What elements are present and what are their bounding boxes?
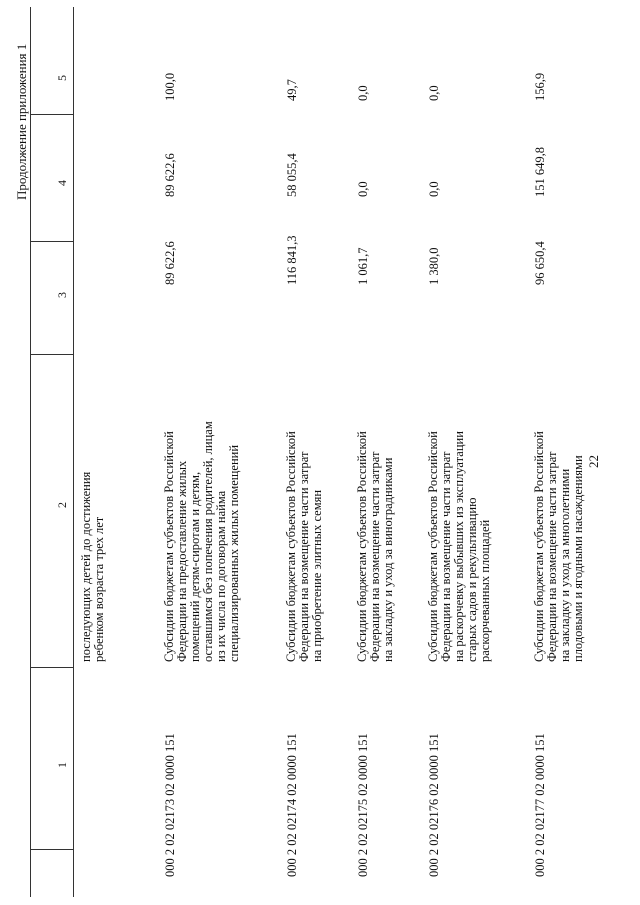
column-header-5: 5 bbox=[55, 75, 69, 81]
row-4-line-4: старых садов и рекультивацию bbox=[465, 497, 479, 662]
row-3-line-3: на закладку и уход за виноградниками bbox=[381, 457, 395, 662]
row-1-description bbox=[163, 349, 241, 662]
row-1-line-3: помещений детям-сиротам и детям, bbox=[188, 471, 202, 662]
column-header-4: 4 bbox=[55, 180, 69, 186]
row-4-line-5: раскорчеванных площадей bbox=[478, 519, 492, 662]
col-divider-2-3 bbox=[30, 354, 74, 355]
row-3-col3: 1 061,7 bbox=[356, 247, 370, 285]
row-5-code: 000 2 02 02177 02 0000 151 bbox=[533, 733, 547, 877]
col-divider-left bbox=[30, 849, 74, 850]
row-2-col5: 49,7 bbox=[285, 79, 299, 101]
row-1-col3: 89 622,6 bbox=[163, 241, 177, 285]
row-4-col5: 0,0 bbox=[427, 85, 441, 101]
column-header-2: 2 bbox=[55, 502, 69, 508]
row-4-line-2: Федерации на возмещение части затрат bbox=[439, 451, 453, 662]
row-3-line-1: Субсидии бюджетам субъектов Российской bbox=[355, 431, 369, 662]
row-1-line-5: из их числа по договорам найма bbox=[214, 490, 228, 662]
row-5-description bbox=[533, 349, 585, 662]
table-top-border bbox=[30, 7, 31, 897]
continuation-label: Продолжение приложения 1 bbox=[14, 43, 29, 200]
row-3-line-2: Федерации на возмещение части затрат bbox=[368, 451, 382, 662]
row-5-line-3: на закладку и уход за многолетними bbox=[558, 468, 572, 662]
row-4-line-1: Субсидии бюджетам субъектов Российской bbox=[426, 431, 440, 662]
row-1-line-2: Федерации на предоставление жилых bbox=[175, 460, 189, 662]
col-divider-4-5 bbox=[30, 114, 74, 115]
row-2-code: 000 2 02 02174 02 0000 151 bbox=[285, 733, 299, 877]
row-5-line-2: Федерации на возмещение части затрат bbox=[545, 451, 559, 662]
page-number: 22 bbox=[586, 455, 601, 468]
col-divider-1-2 bbox=[30, 667, 74, 668]
row-4-code: 000 2 02 02176 02 0000 151 bbox=[427, 733, 441, 877]
row-1-col5: 100,0 bbox=[163, 72, 177, 101]
row-2-col3: 116 841,3 bbox=[285, 235, 299, 285]
table-header-border bbox=[73, 7, 74, 897]
row-1-line-6: специализированных жилых помещений bbox=[227, 444, 241, 662]
row-4-line-3: на раскорчевку выбывших из эксплуатации bbox=[452, 431, 466, 662]
row-2-line-1: Субсидии бюджетам субъектов Российской bbox=[284, 431, 298, 662]
row-2-description bbox=[285, 349, 324, 662]
row-3-col4: 0,0 bbox=[356, 181, 370, 197]
column-header-1: 1 bbox=[55, 762, 69, 768]
row-5-col3: 96 650,4 bbox=[533, 241, 547, 285]
row-0-line-1: последующих детей до достижения bbox=[79, 471, 93, 662]
row-4-col3: 1 380,0 bbox=[427, 247, 441, 285]
row-3-col5: 0,0 bbox=[356, 85, 370, 101]
row-3-description bbox=[356, 349, 395, 662]
row-0-line-2: ребенком возраста трех лет bbox=[92, 516, 106, 662]
row-2-col4: 58 055,4 bbox=[285, 153, 299, 197]
row-2-line-2: Федерации на возмещение части затрат bbox=[297, 451, 311, 662]
row-1-line-1: Субсидии бюджетам субъектов Российской bbox=[162, 431, 176, 662]
row-5-line-4: плодовыми и ягодными насаждениями bbox=[571, 455, 585, 662]
row-1-col4: 89 622,6 bbox=[163, 153, 177, 197]
row-4-description bbox=[427, 349, 492, 662]
column-header-3: 3 bbox=[55, 292, 69, 298]
row-5-col4: 151 649,8 bbox=[533, 147, 547, 197]
row-1-code: 000 2 02 02173 02 0000 151 bbox=[163, 733, 177, 877]
col-divider-3-4 bbox=[30, 241, 74, 242]
row-4-col4: 0,0 bbox=[427, 181, 441, 197]
row-1-line-4: оставшимся без попечения родителей, лицам bbox=[201, 421, 215, 662]
row-3-code: 000 2 02 02175 02 0000 151 bbox=[356, 733, 370, 877]
row-0-description bbox=[80, 349, 106, 662]
row-2-line-3: на приобретение элитных семян bbox=[310, 489, 324, 662]
row-5-line-1: Субсидии бюджетам субъектов Российской bbox=[532, 431, 546, 662]
row-5-col5: 156,9 bbox=[533, 72, 547, 101]
